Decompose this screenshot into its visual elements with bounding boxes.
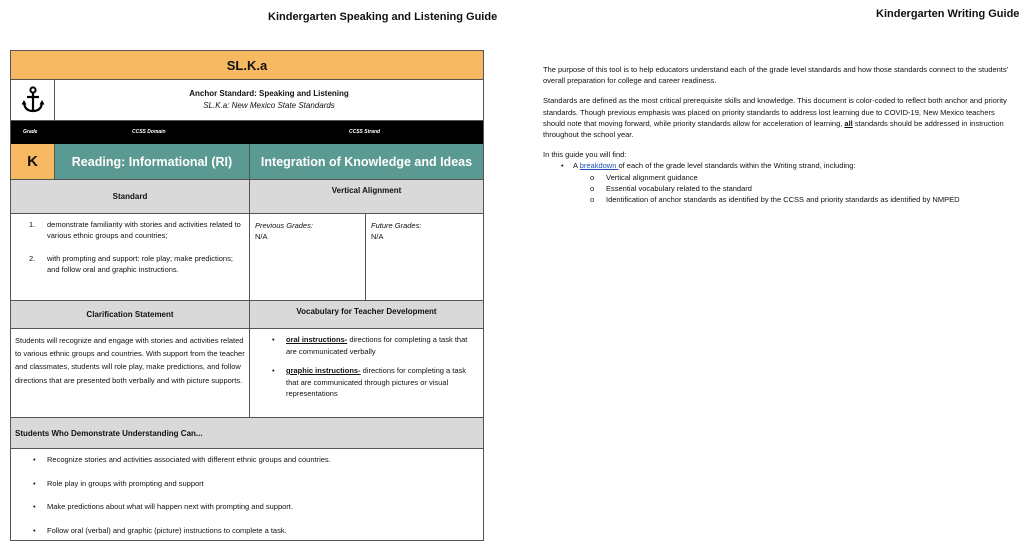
vocabulary-list	[250, 329, 483, 417]
standard-header-row	[11, 180, 483, 214]
standard-code: SL.K.a	[11, 51, 483, 80]
grade-label: Grade	[23, 129, 38, 135]
vocabulary-heading: Vocabulary for Teacher Development	[296, 307, 437, 316]
intro-text	[543, 64, 1018, 205]
vertical-alignment-heading: Vertical Alignment	[331, 186, 402, 195]
clarification-statement: Students will recognize and engage with stories and activities related to various ethnic groups and countries. With support from the teacher and classmates, students will role play, make predictions, and follow directions that are presented both verbally and with picture supports.	[11, 329, 250, 417]
page-title: Kindergarten Speaking and Listening Guide	[268, 11, 498, 23]
standard-heading: Standard	[11, 180, 250, 213]
sub-list-item: o Identification of anchor standards as identified by the CCSS and priority standards as identified by NMPED	[590, 195, 960, 205]
anchor-row	[11, 80, 483, 121]
sub-list-item: o Vertical alignment guidance	[590, 172, 698, 182]
domain-label: CCSS Domain	[132, 129, 166, 135]
standard-card	[10, 50, 484, 541]
domain-value: Reading: Informational (RI)	[55, 144, 250, 179]
list-item: • Make predictions about what will happen next with prompting and support.	[33, 502, 293, 511]
anchor-standard: Anchor Standard: Speaking and Listening	[189, 89, 349, 98]
standard-item: 2. with prompting and support: role play; make predictions; and follow oral and graphic instructions.	[29, 254, 233, 274]
previous-grades: Previous Grades: N/A	[250, 214, 366, 300]
label-row	[11, 121, 483, 144]
future-grades: Future Grades: N/A	[371, 221, 422, 241]
side-page-title: Kindergarten Writing Guide	[876, 8, 1020, 20]
standard-item: 1. demonstrate familiarity with stories and activities related to various ethnic groups and countries;	[29, 220, 241, 240]
grade-value: K	[11, 144, 55, 179]
anchor-icon	[11, 80, 55, 120]
standard-list	[11, 214, 250, 300]
list-item: • Role play in groups with prompting and support	[33, 478, 204, 488]
list-item: • Recognize stories and activities associated with different ethnic groups and countries.	[33, 455, 331, 464]
clarification-heading: Clarification Statement	[11, 301, 250, 328]
standard-body-row	[11, 214, 483, 301]
demonstrate-list	[11, 449, 483, 541]
intro-paragraph: In this guide you will find:	[543, 150, 627, 160]
category-row	[11, 144, 483, 180]
sub-list-item: o Essential vocabulary related to the standard	[590, 183, 752, 193]
list-item: • A breakdown of each of the grade level standards within the Writing strand, including:	[561, 161, 856, 171]
strand-value: Integration of Knowledge and Ideas	[250, 144, 483, 179]
list-item: • Follow oral (verbal) and graphic (picture) instructions to complete a task.	[33, 525, 287, 535]
strand-label: CCSS Strand	[349, 129, 381, 135]
intro-paragraph: Standards are defined as the most critical prerequisite skills and knowledge. This document is color-coded to reflect both anchor and priority standards. Though previous emphasis was placed on priority standards to address lost learning due to COVID-19, New Mexico teachers should note that moving forward, while priority standards allow for acceleration of learning, all standards should be addressed in instruction throughout the school year.	[543, 96, 1007, 140]
clarification-header-row	[11, 301, 483, 329]
demonstrate-heading: Students Who Demonstrate Understanding Can...	[11, 418, 483, 449]
guide-list	[543, 160, 1018, 205]
intro-paragraph: The purpose of this tool is to help educators understand each of the grade level standards and how those standards connect to the students' overall preparation for college and career readiness.	[543, 65, 1009, 86]
vocabulary-item: • graphic instructions- directions for completing a task that are communicated through pictures or visual representations	[272, 366, 467, 398]
breakdown-link[interactable]: breakdown	[579, 161, 619, 171]
anchor-subtitle: SL.K.a: New Mexico State Standards	[203, 101, 335, 110]
clarification-body-row	[11, 329, 483, 418]
vocabulary-item: • oral instructions- directions for completing a task that are communicated verbally	[272, 335, 468, 356]
